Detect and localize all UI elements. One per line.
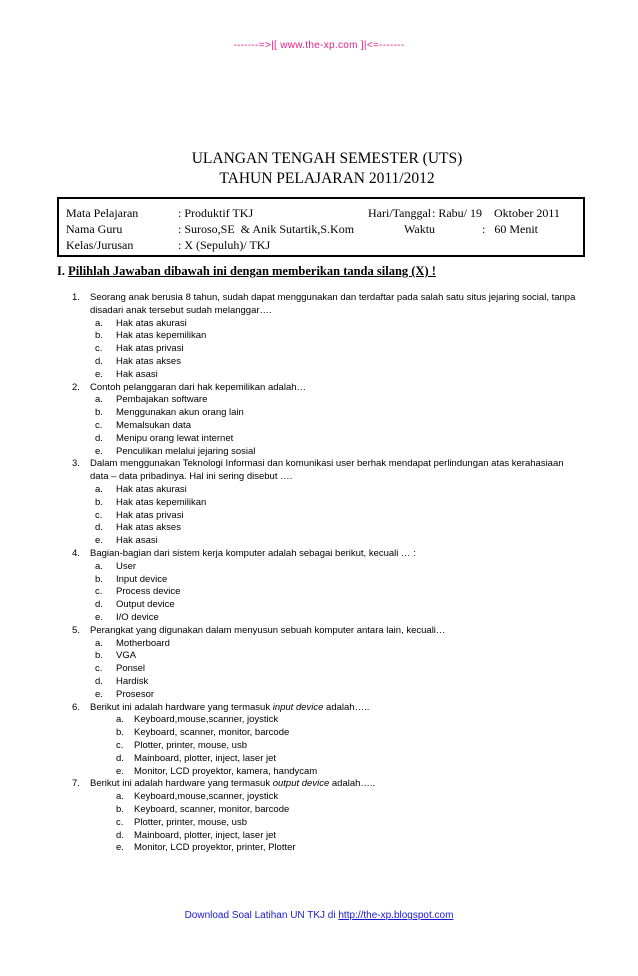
header-banner[interactable]: -------=>|[ www.the-xp.com ]|<=------- <box>233 40 405 51</box>
option-letter: b. <box>116 727 124 739</box>
option-letter: a. <box>95 637 103 649</box>
option-letter: d. <box>95 356 103 367</box>
exam-year: TAHUN PELAJARAN 2011/2012 <box>219 170 435 187</box>
question-text: Bagian-bagian dari sistem kerja komputer adalah sebagai berikut, kecuali … : <box>90 548 416 559</box>
teacher-value: : Suroso,SE & Anik Sutartik,S.Kom <box>178 222 355 236</box>
question-text: data – data pribadinya. Hal ini sering disebut …. <box>90 471 293 483</box>
option-letter: d. <box>95 599 103 611</box>
option-text[interactable]: Monitor, LCD proyektor, kamera, handycam <box>134 765 318 777</box>
option-letter: b. <box>95 330 103 342</box>
option-letter: c. <box>116 740 124 751</box>
question-text: Seorang anak berusia 8 tahun, sudah dapat menggunakan dan terdaftar pada salah satu situs jejaring social, tanpa <box>90 292 576 303</box>
option-text[interactable]: Hardisk <box>116 676 149 687</box>
subject-label: Mata Pelajaran <box>66 206 139 220</box>
option-letter: a. <box>116 791 124 803</box>
class-value: : X (Sepuluh)/ TKJ <box>178 238 271 252</box>
date-label: Hari/Tanggal <box>368 206 432 220</box>
option-text[interactable]: I/O device <box>116 612 159 623</box>
option-text[interactable]: Mainboard, plotter, inject, laser jet <box>134 829 277 841</box>
exam-title: ULANGAN TENGAH SEMESTER (UTS) <box>191 150 463 167</box>
option-text[interactable]: User <box>116 560 137 572</box>
option-text[interactable]: Hak atas kepemilikan <box>116 496 207 508</box>
question-number: 4. <box>72 548 80 559</box>
question-number: 2. <box>72 381 80 393</box>
question-text-emphasis: input device <box>272 701 324 713</box>
section-instruction-text: Pilihlah Jawaban dibawah ini dengan memberikan tanda silang (X) ! <box>68 264 436 278</box>
option-letter: c. <box>95 420 103 431</box>
option-letter: b. <box>95 496 103 508</box>
option-letter: b. <box>95 650 103 662</box>
option-text[interactable]: Keyboard,mouse,scanner, joystick <box>134 791 279 803</box>
option-letter: c. <box>116 816 124 828</box>
subject-value: : Produktif TKJ <box>178 206 254 220</box>
question-text: Dalam menggunakan Teknologi Informasi dan komunikasi user berhak mendapat perlindungan atas kerahasiaan <box>90 458 564 470</box>
section-instruction <box>57 264 436 279</box>
option-text[interactable]: Plotter, printer, mouse, usb <box>134 816 248 828</box>
option-text[interactable]: VGA <box>116 650 137 662</box>
date-value: : Rabu/ 19 Oktober 2011 <box>432 206 560 220</box>
question-number: 1. <box>72 292 80 303</box>
question-text: Contoh pelanggaran dari hak kepemilikan adalah… <box>90 381 307 393</box>
question-text-part: Berikut ini adalah hardware yang termasuk <box>90 701 273 713</box>
option-letter: c. <box>95 586 103 598</box>
option-text[interactable]: Menipu orang lewat internet <box>116 432 234 444</box>
option-letter: d. <box>95 522 103 534</box>
question-number: 6. <box>72 701 80 713</box>
option-text[interactable]: Keyboard,mouse,scanner, joystick <box>134 714 279 726</box>
time-value: : 60 Menit <box>482 222 538 236</box>
option-text[interactable]: Hak atas kepemilikan <box>116 330 207 342</box>
option-text[interactable]: Penculikan melalui jejaring sosial <box>116 445 256 457</box>
option-letter: d. <box>95 676 103 687</box>
option-text[interactable]: Input device <box>116 573 168 585</box>
question-text <box>90 702 369 713</box>
option-text[interactable]: Hak atas akses <box>116 356 181 367</box>
option-letter: b. <box>95 573 103 585</box>
question-text: Perangkat yang digunakan dalam menyusun sebuah komputer antara lain, kecuali… <box>90 624 446 636</box>
question-number: 7. <box>72 778 80 790</box>
option-text[interactable]: Pembajakan software <box>116 394 208 406</box>
option-letter: e. <box>95 368 103 380</box>
option-letter: d. <box>116 829 124 841</box>
option-letter: e. <box>95 535 103 547</box>
question-number: 5. <box>72 624 80 636</box>
option-letter: b. <box>95 407 103 419</box>
option-letter: e. <box>95 688 103 700</box>
option-text[interactable]: Menggunakan akun orang lain <box>116 407 244 419</box>
option-text[interactable]: Hak asasi <box>116 368 158 380</box>
option-text[interactable]: Hak atas privasi <box>116 509 184 521</box>
option-text[interactable]: Output device <box>116 599 175 611</box>
question-text-part: Berikut ini adalah hardware yang termasuk <box>90 778 273 790</box>
option-text[interactable]: Hak atas akurasi <box>116 317 187 329</box>
question-text-part: adalah….. <box>323 701 370 713</box>
option-letter: a. <box>95 484 103 495</box>
option-letter: a. <box>95 560 103 572</box>
option-letter: d. <box>95 432 103 444</box>
option-text[interactable]: Process device <box>116 586 181 598</box>
question-text <box>90 778 375 789</box>
question-number: 3. <box>72 458 80 470</box>
class-label: Kelas/Jurusan <box>66 238 134 252</box>
option-letter: e. <box>95 612 103 623</box>
option-text[interactable]: Hak atas akurasi <box>116 484 187 495</box>
option-text[interactable]: Keyboard, scanner, monitor, barcode <box>134 804 290 815</box>
option-text[interactable]: Memalsukan data <box>116 420 191 431</box>
option-letter: c. <box>95 509 103 521</box>
option-letter: e. <box>95 445 103 457</box>
footer-link[interactable]: http://the-xp.blogspot.com <box>338 910 454 921</box>
question-text-part: adalah….. <box>329 778 376 790</box>
option-letter: e. <box>116 765 124 777</box>
option-letter: e. <box>116 842 124 854</box>
option-letter: d. <box>116 752 124 764</box>
option-text[interactable]: Plotter, printer, mouse, usb <box>134 740 248 751</box>
option-text[interactable]: Mainboard, plotter, inject, laser jet <box>134 752 277 764</box>
question-text: disadari anak tersebut sudah melanggar…. <box>90 304 272 316</box>
option-letter: c. <box>95 663 103 675</box>
option-letter: a. <box>95 317 103 329</box>
option-text[interactable]: Motherboard <box>116 637 170 649</box>
option-text[interactable]: Hak asasi <box>116 535 158 547</box>
option-text[interactable]: Prosesor <box>116 688 155 700</box>
question-text-emphasis: output device <box>272 778 330 790</box>
time-label: Waktu <box>404 222 436 236</box>
footer-text: Download Soal Latihan UN TKJ di <box>184 910 339 921</box>
option-text[interactable]: Ponsel <box>116 663 146 675</box>
option-letter: a. <box>116 714 124 726</box>
option-letter: b. <box>116 804 124 815</box>
option-letter: a. <box>95 394 103 406</box>
option-text[interactable]: Hak atas akses <box>116 522 181 534</box>
option-letter: c. <box>95 343 103 355</box>
footer-banner <box>0 910 638 921</box>
option-text[interactable]: Hak atas privasi <box>116 343 184 355</box>
teacher-label: Nama Guru <box>66 222 123 236</box>
option-text[interactable]: Monitor, LCD proyektor, printer, Plotter <box>134 842 296 854</box>
section-number: I. <box>57 264 65 278</box>
option-text[interactable]: Keyboard, scanner, monitor, barcode <box>134 727 290 739</box>
